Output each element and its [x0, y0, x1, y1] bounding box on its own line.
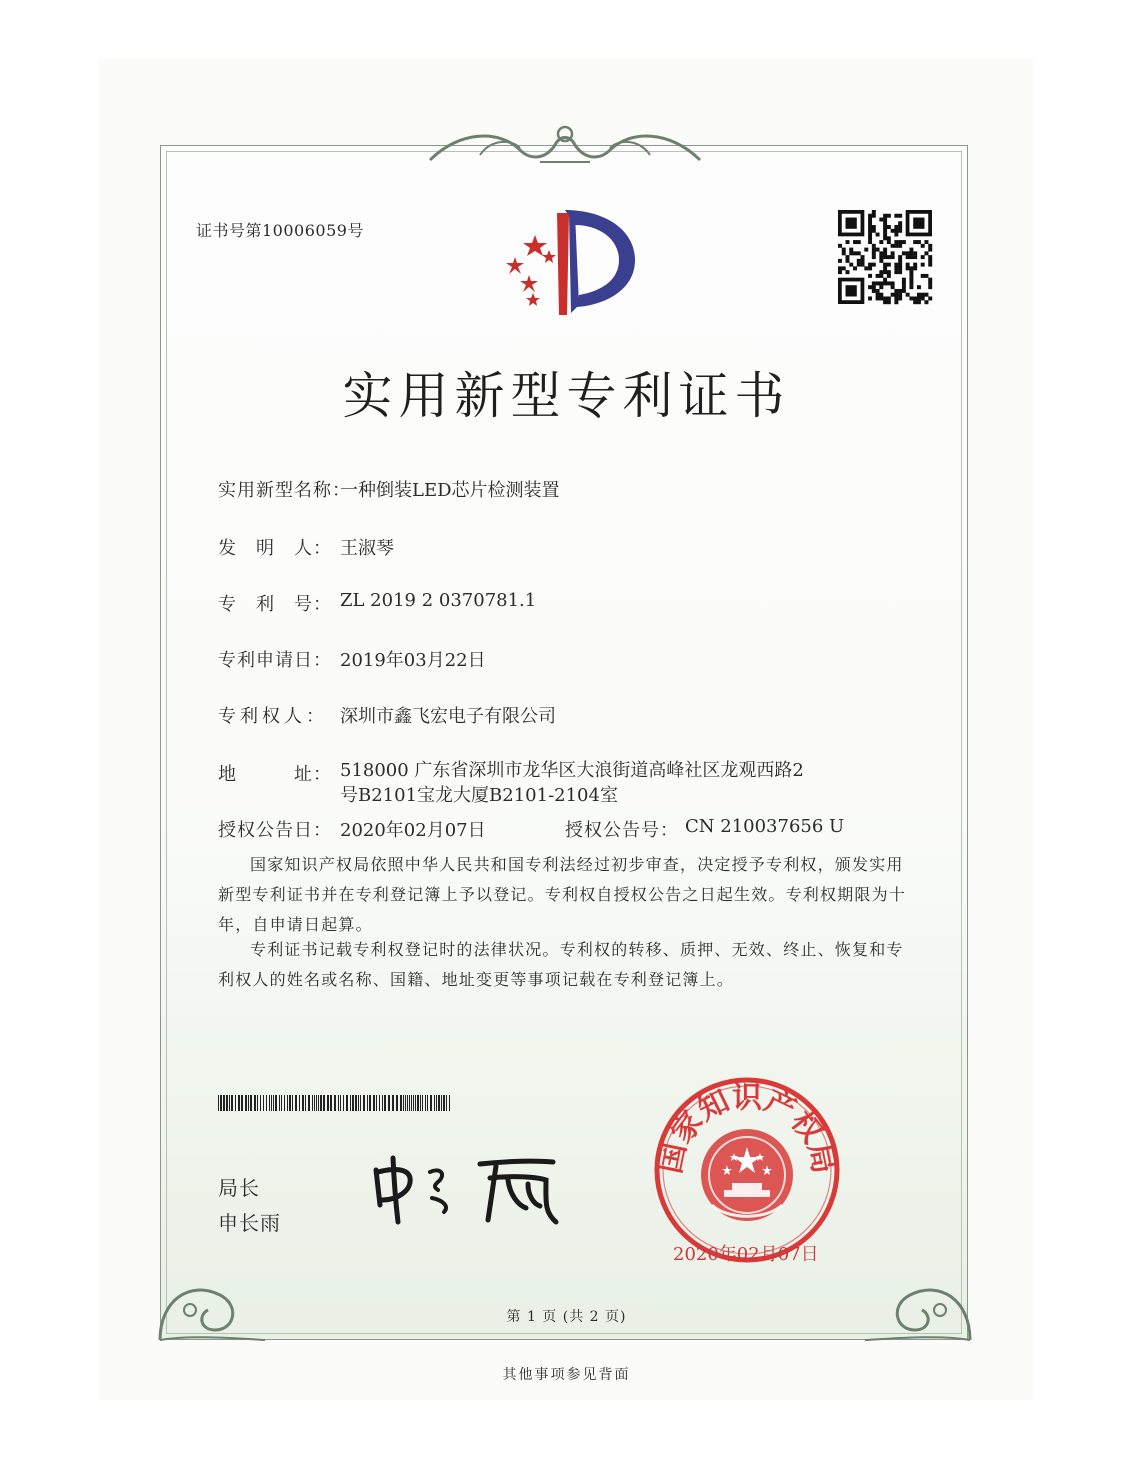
grant-date-value: 2020年02月07日 — [340, 820, 486, 841]
signatory-title: 局长 — [218, 1176, 260, 1200]
patent-number-value: ZL 2019 2 0370781.1 — [340, 590, 537, 611]
qr-code-icon — [838, 210, 932, 304]
grant-number-value: CN 210037656 U — [685, 816, 845, 837]
utility-model-name-value: 一种倒装LED芯片检测装置 — [340, 480, 560, 501]
page-info: 第 1 页 (共 2 页) — [506, 1309, 627, 1325]
grant-number-label: 授权公告号： — [565, 820, 679, 841]
handwritten-signature-icon — [368, 1150, 568, 1225]
grant-date-label: 授权公告日： — [218, 820, 332, 841]
bottom-right-ornament-icon — [860, 1250, 980, 1350]
inventor-label: 发 明 人： — [218, 538, 332, 559]
bottom-left-ornament-icon — [150, 1250, 270, 1350]
legal-paragraph-1: 国家知识产权局依照中华人民共和国专利法经过初步审查，决定授予专利权，颁发实用新型专利证书并在专利登记簿上予以登记。专利权自授权公告之日起生效。专利权期限为十年，自申请日起算。 — [218, 855, 907, 934]
inventor-value: 王淑琴 — [340, 538, 394, 559]
filing-date-value: 2019年03月22日 — [340, 650, 486, 671]
top-ornament-icon — [420, 120, 710, 170]
certificate-number: 证书号第10006059号 — [196, 221, 364, 240]
signatory-name: 申长雨 — [218, 1211, 281, 1235]
certificate-title: 实用新型专利证书 — [342, 367, 791, 425]
filing-date-label: 专利申请日： — [218, 650, 332, 671]
official-seal-icon — [652, 1075, 842, 1265]
back-note: 其他事项参见背面 — [502, 1367, 631, 1383]
address-line-2: 号B2101宝龙大厦B2101-2104室 — [340, 785, 618, 806]
address-label: 地 址： — [218, 764, 332, 785]
patent-number-label: 专 利 号： — [218, 594, 332, 615]
seal-date: 2020年02月07日 — [673, 1244, 819, 1265]
barcode-icon — [218, 1095, 452, 1111]
legal-paragraph-2: 专利证书记载专利权登记时的法律状况。专利权的转移、质押、无效、终止、恢复和专利权人的姓名或名称、国籍、地址变更等事项记载在专利登记簿上。 — [218, 940, 904, 989]
utility-model-name-label: 实用新型名称： — [218, 480, 351, 501]
address-line-1: 518000 广东省深圳市龙华区大浪街道高峰社区龙观西路2 — [340, 760, 804, 781]
patentee-label: 专利权人： — [218, 706, 328, 727]
seal-text: 国家知识产权局 — [652, 1080, 842, 1177]
patentee-value: 深圳市鑫飞宏电子有限公司 — [340, 706, 556, 727]
patent-office-logo-icon — [495, 205, 640, 320]
